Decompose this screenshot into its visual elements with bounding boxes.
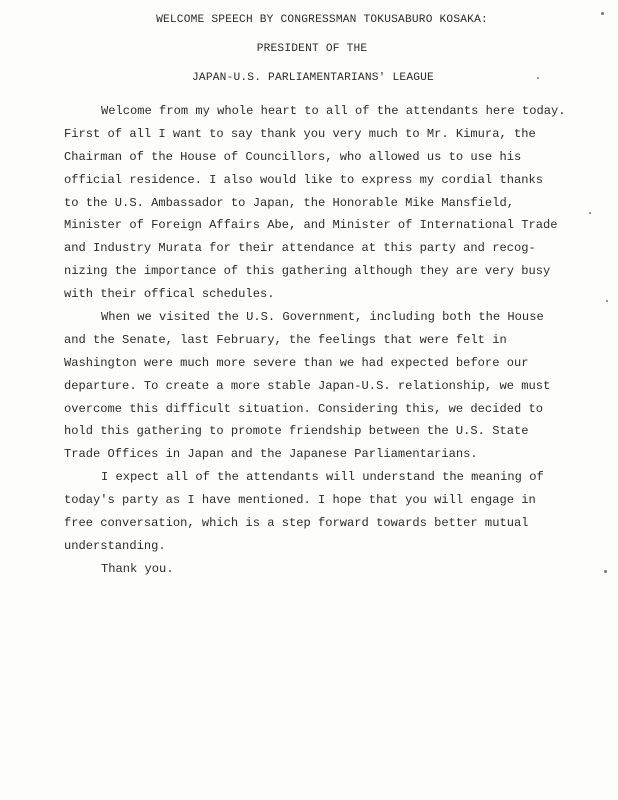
text-line: Trade Offices in Japan and the Japanese Parliamentarians.: [64, 447, 478, 462]
text-line: hold this gathering to promote friendship between the U.S. State: [64, 424, 529, 439]
paragraph-3: [64, 466, 604, 558]
text-line: understanding.: [64, 538, 166, 553]
paragraph-2: [64, 306, 604, 466]
text-line: official residence. I also would like to express my cordial thanks: [64, 172, 543, 187]
header-subtitle: PRESIDENT OF THE: [256, 43, 368, 55]
text-line: free conversation, which is a step forward towards better mutual: [64, 516, 529, 531]
document-header: [0, 6, 618, 93]
paper-speck: [589, 212, 591, 214]
text-line: departure. To create a more stable Japan-U.S. relationship, we must: [64, 378, 551, 393]
header-title: WELCOME SPEECH BY CONGRESSMAN TOKUSABURO KOSAKA:: [156, 14, 488, 26]
text-line: today's party as I have mentioned. I hope that you will engage in: [64, 493, 536, 508]
text-line: I expect all of the attendants will understand the meaning of: [101, 470, 544, 485]
paper-speck: [606, 300, 608, 302]
text-line: and the Senate, last February, the feelings that were felt in: [64, 332, 507, 347]
text-line: nizing the importance of this gathering although they are very busy: [64, 264, 551, 279]
text-line: to the U.S. Ambassador to Japan, the Honorable Mike Mansfield,: [64, 195, 514, 210]
paper-speck: [537, 77, 539, 79]
paper-speck: [604, 570, 607, 573]
text-line: Welcome from my whole heart to all of the attendants here today.: [101, 104, 566, 118]
closing-line: Thank you.: [101, 561, 174, 576]
text-line: First of all I want to say thank you very much to Mr. Kimura, the: [64, 126, 536, 141]
paper-speck: [601, 12, 604, 15]
text-line: overcome this difficult situation. Considering this, we decided to: [64, 401, 543, 416]
text-line: When we visited the U.S. Government, including both the House: [101, 310, 544, 325]
speech-body: [64, 100, 604, 581]
text-line: Chairman of the House of Councillors, who allowed us to use his: [64, 149, 522, 164]
text-line: Washington were much more severe than we had expected before our: [64, 355, 529, 370]
paragraph-1: [64, 100, 604, 306]
text-line: Minister of Foreign Affairs Abe, and Minister of International Trade: [64, 218, 558, 233]
header-organization: JAPAN-U.S. PARLIAMENTARIANS' LEAGUE: [192, 72, 434, 84]
text-line: and Industry Murata for their attendance at this party and recog-: [64, 241, 536, 256]
text-line: with their offical schedules.: [64, 287, 275, 302]
